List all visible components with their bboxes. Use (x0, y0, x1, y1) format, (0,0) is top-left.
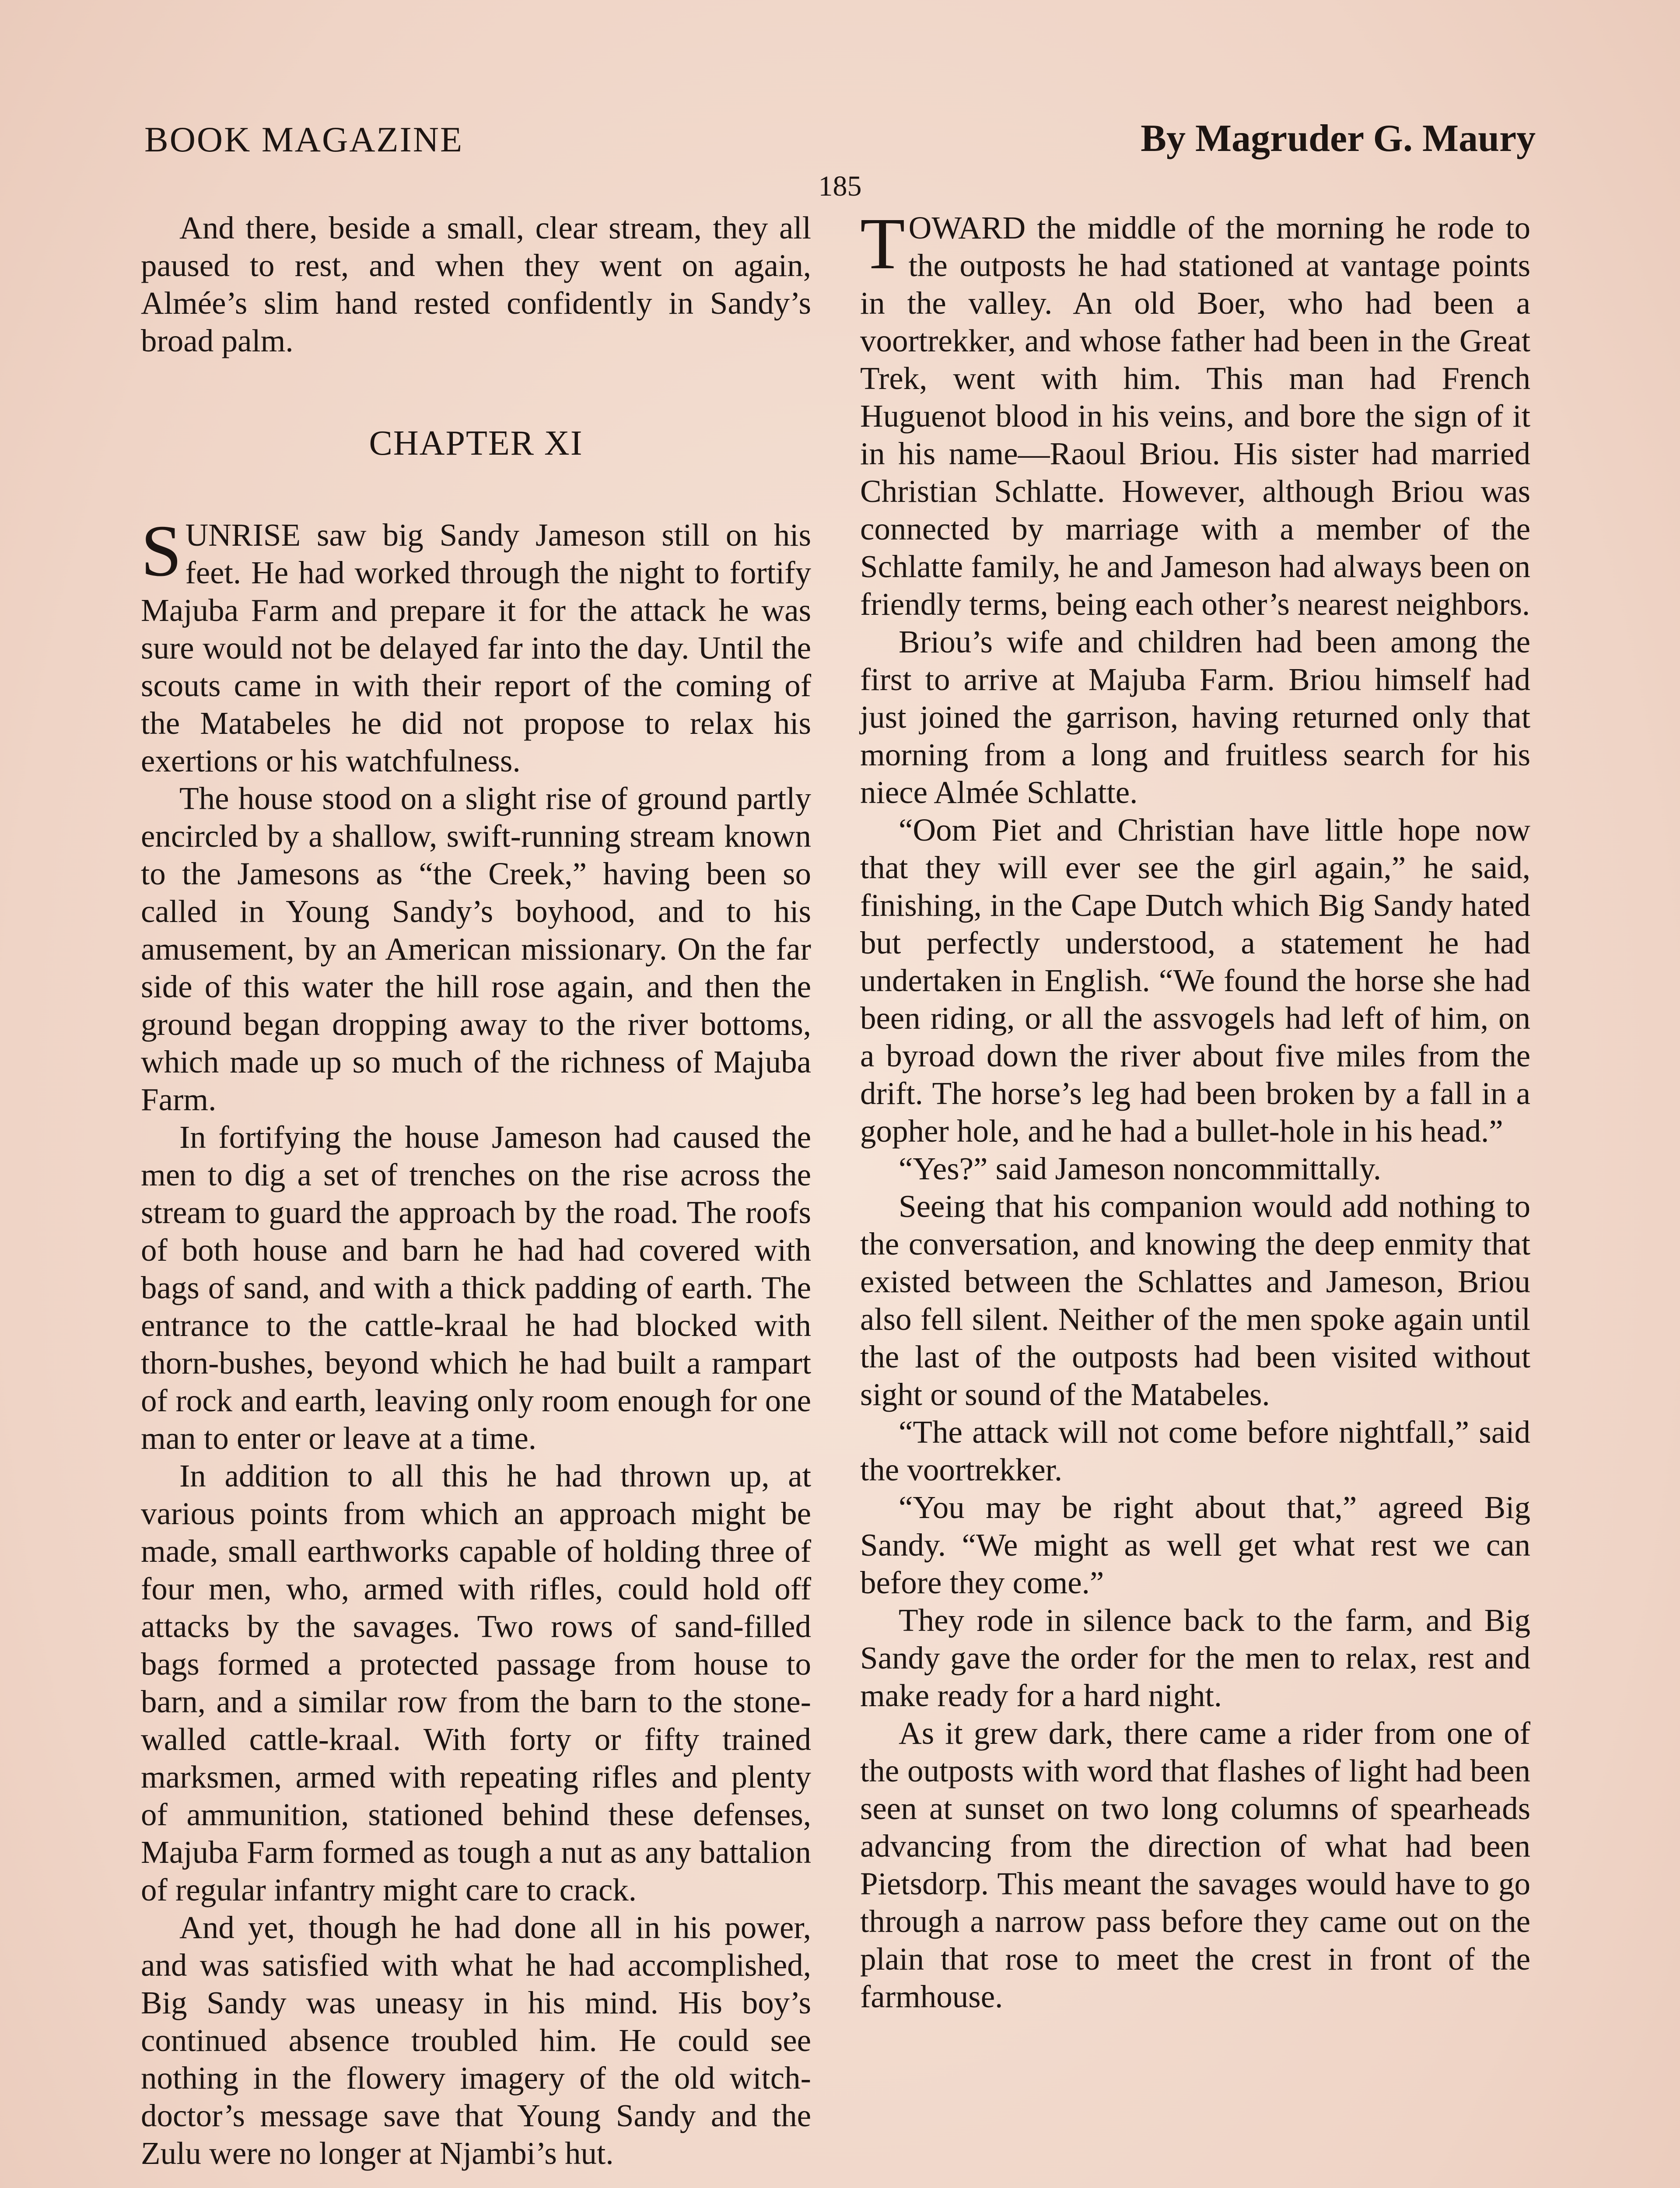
paragraph: And yet, though he had done all in his power, and was satisfied with what he had accomplished, Big Sandy was uneasy in his mind. His boy’s continued absence troubled him. He could see nothing in the flowery imagery of the old witch-doctor’s message save that Young Sandy and the Zulu were no longer at Njambi’s hut. (141, 1910, 811, 2171)
author-byline: By Magruder G. Maury (1141, 117, 1536, 160)
drop-cap: S (141, 510, 182, 592)
paragraph: Seeing that his companion would add nothing to the conversation, and knowing the deep enmity that existed between the Schlattes and Jameson, Briou also fell silent. Neither of the men spoke again until the last of the outposts had been visited without sight or sound of the Matabeles. (860, 1189, 1530, 1412)
drop-cap: T (860, 203, 905, 284)
paragraph: “You may be right about that,” agreed Big Sandy. “We might as well get what rest we can before they come.” (860, 1490, 1530, 1600)
paragraph: The house stood on a slight rise of ground partly encircled by a shallow, swift-running stream known to the Jamesons as “the Creek,” having been so called in Young Sandy’s boyhood, and to his amusement, by an American missionary. On the far side of this water the hill rose again, and then the ground began dropping away to the river bottoms, which made up so much of the richness of Majuba Farm. (141, 781, 811, 1117)
right-column (860, 203, 1530, 2016)
paragraph: In addition to all this he had thrown up, at various points from which an approach might be made, small earthworks capable of holding three of four men, who, armed with rifles, could hold off attacks by the savages. Two rows of sand-filled bags formed a protected passage from house to barn, and a similar row from the barn to the stone-walled cattle-kraal. With forty or fifty trained marksmen, armed with repeating rifles and plenty of ammunition, stationed behind these defenses, Majuba Farm formed as tough a nut as any battalion of regular infantry might care to crack. (141, 1458, 811, 1907)
paragraph (141, 510, 811, 780)
page-number: 185 (818, 170, 862, 202)
chapter-title: CHAPTER XI (369, 424, 583, 463)
paragraph: They rode in silence back to the farm, and Big Sandy gave the order for the men to relax, rest and make ready for a hard night. (860, 1602, 1530, 1713)
paragraph: “Yes?” said Jameson noncommittally. (899, 1151, 1381, 1186)
paragraph: “The attack will not come before nightfall,” said the voortrekker. (860, 1414, 1530, 1487)
paragraph: In fortifying the house Jameson had caused the men to dig a set of trenches on the rise across the stream to guard the approach by the road. The roofs of both house and barn he had had covered with bags of sand, and with a thick padding of earth. The entrance to the cattle-kraal he had blocked with thorn-bushes, beyond which he had built a rampart of rock and earth, leaving only room enough for one man to enter or leave at a time. (141, 1119, 811, 1456)
paragraph: And there, beside a small, clear stream, they all paused to rest, and when they went on again, Almée’s slim hand rested confidently in Sandy’s broad palm. (141, 210, 811, 358)
paragraph-text: OWARD the middle of the morning he rode to the outposts he had stationed at vantage points in the valley. An old Boer, who had been a voortrekker, and whose father had been in the Great Trek, went with him. This man had French Huguenot blood in his veins, and bore the sign of it in his name—Raoul Briou. His sister had married Christian Schlatte. However, although Briou was connected by marriage with a member of the Schlatte family, he and Jameson had always been on friendly terms, being each other’s nearest neighbors. (860, 210, 1530, 622)
magazine-name: BOOK MAGAZINE (144, 119, 464, 159)
paragraph: As it grew dark, there came a rider from one of the outposts with word that flashes of light had been seen at sunset on two long columns of spearheads advancing from the direction of what had been Pietsdorp. This meant the savages would have to go through a narrow pass before they came out on the plain that rose to meet the crest in front of the farmhouse. (860, 1715, 1530, 2014)
paragraph-text: UNRISE saw big Sandy Jameson still on his feet. He had worked through the night to fortify Majuba Farm and prepare it for the attack he was sure would not be delayed far into the day. Until the scouts came in with their report of the coming of the Matabeles he did not propose to relax his exertions or his watchfulness. (141, 517, 811, 778)
paragraph: “Oom Piet and Christian have little hope now that they will ever see the girl again,” he said, finishing, in the Cape Dutch which Big Sandy hated but perfectly understood, a statement he had undertaken in English. “We found the horse she had been riding, or all the assvogels had left of him, on a byroad down the river about five miles from the drift. The horse’s leg had been broken by a fall in a gopher hole, and he had a bullet-hole in his head.” (860, 812, 1530, 1149)
paragraph (860, 203, 1530, 623)
left-column (141, 209, 811, 2172)
paragraph: Briou’s wife and children had been among the first to arrive at Majuba Farm. Briou himself had just joined the garrison, having returned only that morning from a long and fruitless search for his niece Almée Schlatte. (860, 624, 1530, 810)
